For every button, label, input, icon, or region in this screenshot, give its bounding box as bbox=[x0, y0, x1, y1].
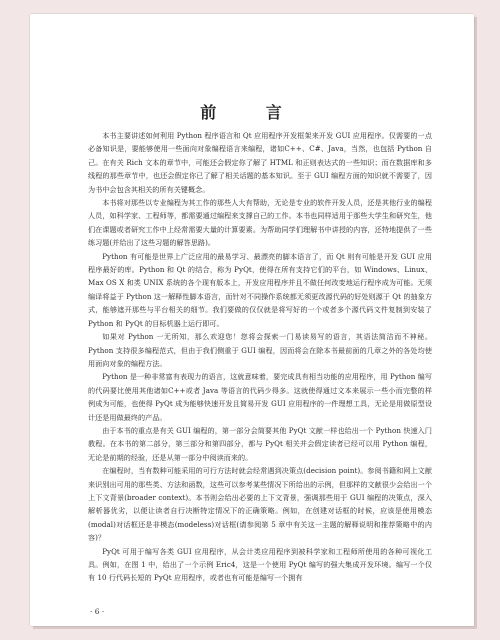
paragraph: 如果对 Python 一无所知，那么欢迎您！您将会探索一门易读易写的语言，其语法简洁而不神秘。Python 支持很多编程范式，但由于我们侧重于 GUI 编程，因而将会在除本书最前面的几章之外的各处均使用面向对象的编程方法。 bbox=[88, 332, 432, 368]
paragraph: 由于本书的重点是有关 GUI 编程的，第一部分会简要其他 PyQt 文献一样也给出一个 Python 快速入门教程。在本书的第二部分，第三部分和第四部分，都与 PyQt 相关并会假定读者已经可以用 Python 编程，无论是前期的经验，还是从第一部分中阅读而来的。 bbox=[88, 425, 432, 462]
page-number: · 6 · bbox=[90, 607, 105, 616]
paragraph: 本书主要讲述如何利用 Python 程序语言和 Qt 应用程序开发框架来开发 GUI 应用程序。仅需要的一点必备知识是，要能够使用一些面向对象编程语言来编程，诸如C++、C#、Java，当然，也包括 Python 自己。在有关 Rich 文本的章节中，可能还会假定你了解了 HTML 和正则表达式的一些知识；而在数据库和多线程的那些章节中，也还会假定你已了解了相关话题的基本知识。至于 GUI 编程方面的知识就不需要了，因为书中会包含其相关的所有关键概念。 bbox=[88, 131, 432, 194]
paragraph: 在编程时，当有数种可能采用的可行方法时就会经常遇到决策点(decision point)。参阅书籍和网上文献来识别出可用的那些类、方法和函数，这些可以参考某些情况下所给出的示例，但那样的文献很少会给出一个上下文背景(broader context)。本书则会给出必要的上下文背景，强调那些用于 GUI 编程的决策点，深入解析器优劣，以便让读者自行决断特定情况下的正确策略。例如，在创建对话框的时候，应该是使用模态(modal)对话框还是非模态(modeless)对话框(请参阅第 5 章中有关这一主题的解释说明和推荐策略中的内容)？ bbox=[88, 466, 432, 543]
paragraph: Python 是一种非常富有表现力的语言，这就意味着，要完成具有相当功能的应用程序，用 Python 编写的代码要比使用其他诸如C++或者 Java 等语言的代码少得多。这就使得通过文本来展示一些小而完整的样例成为可能，也使得 PyQt 成为能够快速开发且简易开发 GUI 应用程序的一件理想工具，无论是用做原型设计还是用做最终的产品。 bbox=[88, 372, 432, 422]
paragraph: Python 有可能是世界上广泛应用的最易学习、最漂亮的脚本语言了，而 Qt 则有可能是开发 GUI 应用程序最好的库。Python 和 Qt 的结合，称为 PyQt，使得在所有支持它们的平台，如 Windows、Linux、Max OS X 和类 UNIX 系统的各个现有版本上，开发应用程序并且不做任何改变地运行程序成为可能。无须编译将益于 Python 这一解释性脚本语言，而针对不同操作系统都无须更改源代码的好处则源于 Qt 的抽象方式，能够遮开那些与平台相关的细节。我们要做的仅仅就是将写好的一个或者多个源代码文件复制到安装了 Python 和 PyQt 的目标机器上运行即可。 bbox=[88, 251, 432, 328]
preface-body bbox=[88, 129, 432, 585]
page-title: 前 言 bbox=[200, 103, 304, 122]
paragraph: PyQt 可用于编写各类 GUI 应用程序，从会计类应用程序到被科学家和工程师所使用的各种可视化工具。例如，在图 1 中，给出了一个示例 Eric4，这是一个使用 PyQt 编写的强大集成开发环境。编写一个仅有 10 行代码长短的 PyQt 应用程序，或者也有可能是编写一个拥有 bbox=[88, 546, 432, 583]
paragraph: 本书将对那些以专业编程为其工作的那些人大有帮助，无论是专业的软件开发人员，还是其他行业的编程人员，如科学家、工程师等，都需要通过编程来支撑自己的工作。本书也同样适用于那些大学生和研究生，他们在课题或者研究工作中上经常需要大量的计算要素。为帮助同学们理解书中讲授的内容，还特地提供了一些练习题(并给出了这些习题的解答思路)。 bbox=[88, 198, 432, 248]
document-page bbox=[30, 14, 474, 626]
